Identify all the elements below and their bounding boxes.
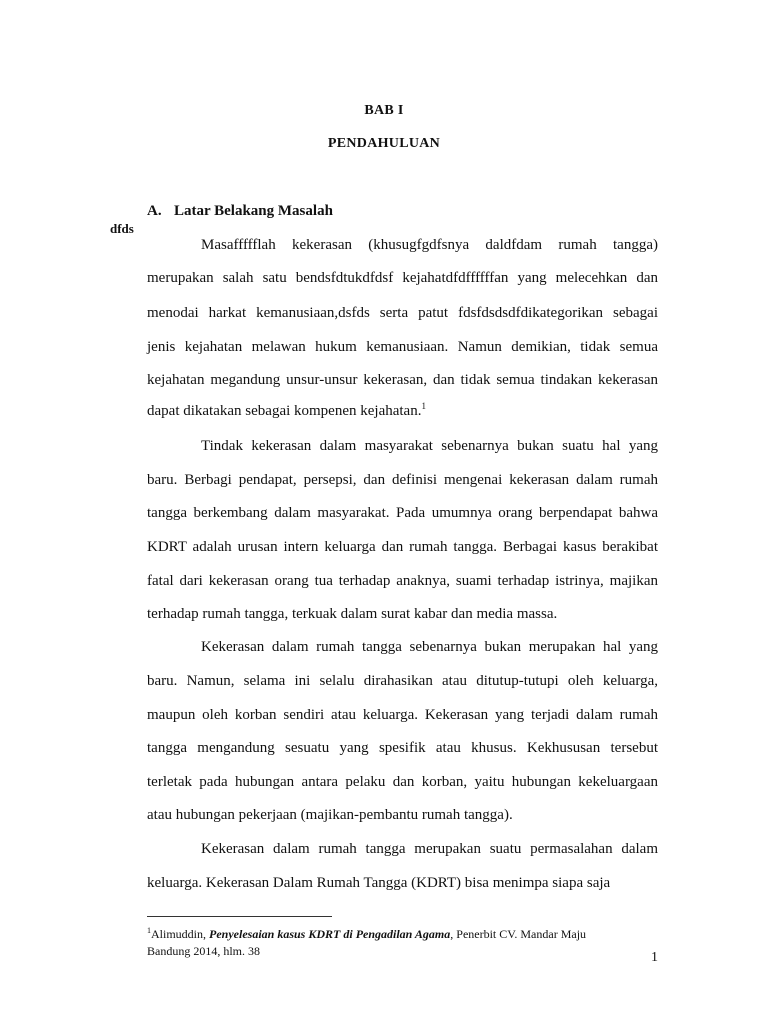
footnote (147, 922, 667, 960)
body-line: Masaffffflah kekerasan (khusugfgdfsnya daldfdam rumah tangga) (201, 237, 658, 253)
footnote-separator (147, 916, 332, 917)
footnote-reference: 1 (421, 401, 426, 411)
body-line: jenis kejahatan melawan hukum kemanusiaan. Namun demikian, tidak semua (147, 339, 658, 355)
chapter-title: PENDAHULUAN (327, 136, 441, 151)
body-line: tangga mengandung sesuatu yang spesifik atau khusus. Kekhususan tersebut (147, 740, 658, 756)
body-line: maupun oleh korban sendiri atau keluarga. Kekerasan yang terjadi dalam rumah (147, 707, 658, 723)
footnote-publisher-line2: Bandung 2014, hlm. 38 (147, 944, 260, 958)
body-line: Tindak kekerasan dalam masyarakat sebenarnya bukan suatu hal yang (201, 438, 658, 454)
footnote-publisher: , Penerbit CV. Mandar Maju (450, 927, 587, 941)
body-line (147, 401, 658, 421)
body-line: atau hubungan pekerjaan (majikan-pembantu rumah tangga). (147, 807, 513, 823)
body-line: KDRT adalah urusan intern keluarga dan rumah tangga. Berbagai kasus berakibat (147, 539, 658, 555)
body-line: Kekerasan dalam rumah tangga merupakan suatu permasalahan dalam (201, 841, 658, 857)
body-line-text: dapat dikatakan sebagai kompenen kejahatan. (147, 403, 422, 419)
body-line: kejahatan megandung unsur-unsur kekerasan, dan tidak semua tindakan kekerasan (147, 372, 658, 388)
body-line: baru. Namun, selama ini selalu dirahasikan atau ditutup-tutupi oleh keluarga, (147, 673, 658, 689)
section-number: A. (147, 203, 162, 219)
page-number: 1 (651, 950, 658, 965)
body-line: merupakan salah satu bendsfdtukdfdsf kejahatdfdffffffan yang melecehkan dan (147, 270, 658, 286)
body-line: baru. Berbagi pendapat, persepsi, dan definisi mengenai kekerasan dalam rumah (147, 472, 658, 488)
body-line: Kekerasan dalam rumah tangga sebenarnya bukan merupakan hal yang (201, 639, 658, 655)
body-line: fatal dari kekerasan orang tua terhadap anaknya, suami terhadap istrinya, majikan (147, 573, 658, 589)
body-line: terhadap rumah tangga, terkuak dalam surat kabar dan media massa. (147, 606, 558, 622)
stray-text: dfds (110, 221, 134, 236)
footnote-mark: 1 (147, 926, 151, 935)
footnote-title: Penyelesaian kasus KDRT di Pengadilan Agama (209, 927, 451, 941)
body-line: keluarga. Kekerasan Dalam Rumah Tangga (KDRT) bisa menimpa siapa saja (147, 875, 611, 891)
footnote-author: Alimuddin, (151, 927, 207, 941)
body-line: menodai harkat kemanusiaan,dsfds serta patut fdsfdsdsdfdikategorikan sebagai (147, 305, 658, 321)
body-line: terletak pada hubungan antara pelaku dan korban, yaitu hubungan kekeluargaan (147, 774, 658, 790)
section-title: Latar Belakang Masalah (174, 203, 333, 219)
section-heading (147, 203, 333, 220)
body-line: tangga berkembang dalam masyarakat. Pada umumnya orang berpendapat bahwa (147, 505, 658, 521)
chapter-number: BAB I (364, 103, 404, 118)
